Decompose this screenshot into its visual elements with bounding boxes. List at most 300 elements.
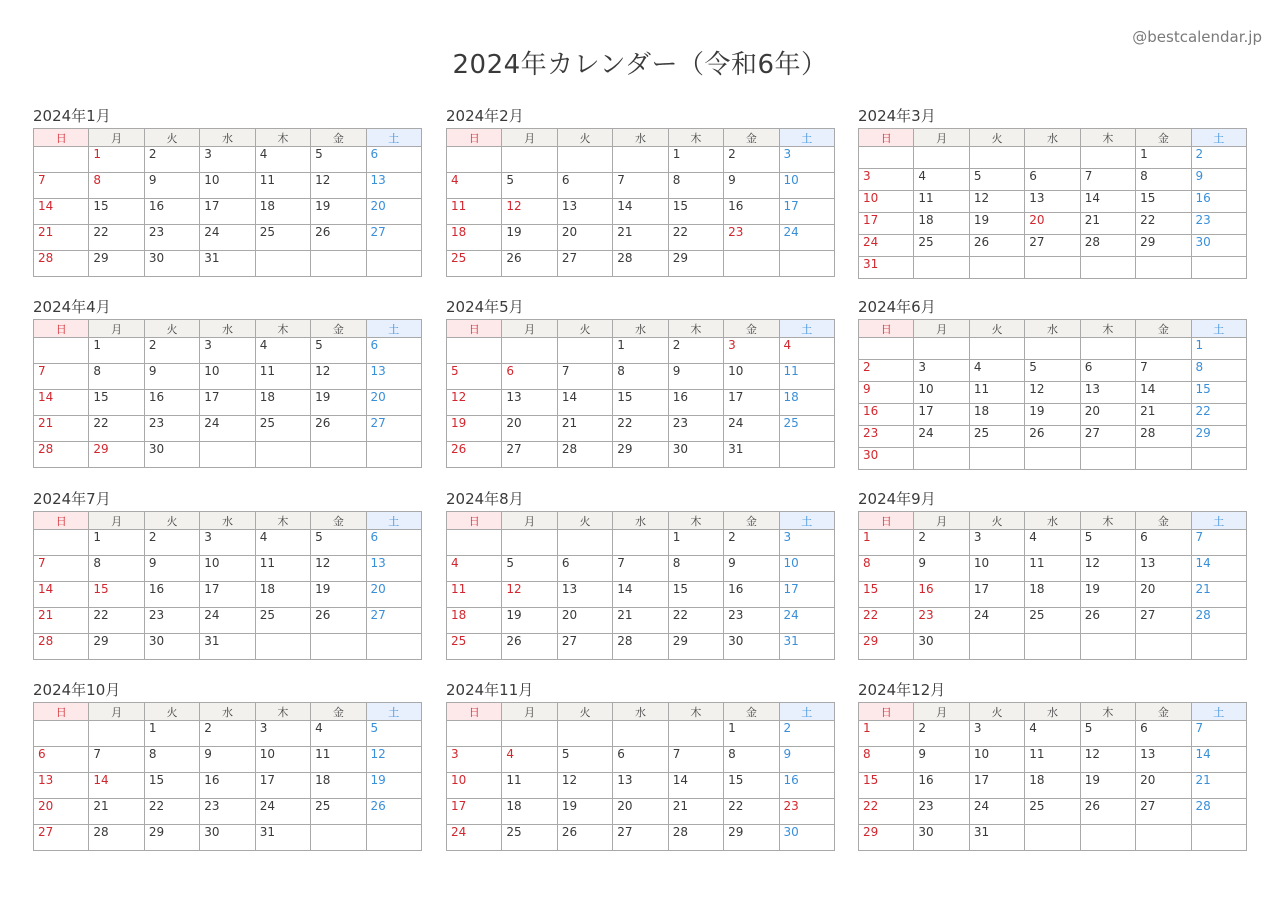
day-cell[interactable]: 10: [200, 173, 255, 199]
day-cell[interactable]: 19: [557, 799, 612, 825]
day-cell[interactable]: 9: [724, 556, 779, 582]
day-cell[interactable]: 23: [914, 799, 969, 825]
day-cell[interactable]: 6: [366, 338, 421, 364]
day-cell[interactable]: 19: [1025, 404, 1080, 426]
day-cell[interactable]: 6: [1025, 169, 1080, 191]
day-cell[interactable]: 27: [366, 225, 421, 251]
day-cell[interactable]: 8: [89, 364, 144, 390]
day-cell[interactable]: 22: [144, 799, 199, 825]
day-cell[interactable]: 26: [1080, 799, 1135, 825]
day-cell[interactable]: 11: [447, 582, 502, 608]
day-cell[interactable]: 2: [914, 530, 969, 556]
day-cell[interactable]: 11: [779, 364, 834, 390]
day-cell[interactable]: 6: [1080, 360, 1135, 382]
day-cell[interactable]: 27: [557, 251, 612, 277]
day-cell[interactable]: 25: [255, 225, 310, 251]
day-cell[interactable]: 30: [1191, 235, 1246, 257]
day-cell[interactable]: 9: [200, 747, 255, 773]
day-cell[interactable]: 15: [668, 199, 723, 225]
day-cell[interactable]: 19: [366, 773, 421, 799]
day-cell[interactable]: 30: [200, 825, 255, 851]
day-cell[interactable]: 9: [859, 382, 914, 404]
day-cell[interactable]: 17: [447, 799, 502, 825]
day-cell[interactable]: 1: [144, 721, 199, 747]
day-cell[interactable]: 26: [366, 799, 421, 825]
day-cell[interactable]: 1: [859, 530, 914, 556]
day-cell[interactable]: 29: [144, 825, 199, 851]
day-cell[interactable]: 2: [144, 530, 199, 556]
day-cell[interactable]: 4: [255, 338, 310, 364]
day-cell[interactable]: 29: [89, 251, 144, 277]
day-cell[interactable]: 13: [1136, 556, 1191, 582]
day-cell[interactable]: 8: [1136, 169, 1191, 191]
day-cell[interactable]: 23: [200, 799, 255, 825]
day-cell[interactable]: 23: [724, 608, 779, 634]
day-cell[interactable]: 15: [1191, 382, 1246, 404]
day-cell[interactable]: 4: [1025, 530, 1080, 556]
day-cell[interactable]: 30: [144, 251, 199, 277]
day-cell[interactable]: 14: [1191, 556, 1246, 582]
day-cell[interactable]: 21: [34, 416, 89, 442]
day-cell[interactable]: 23: [1191, 213, 1246, 235]
day-cell[interactable]: 12: [1080, 556, 1135, 582]
day-cell[interactable]: 9: [724, 173, 779, 199]
day-cell[interactable]: 29: [668, 634, 723, 660]
day-cell[interactable]: 4: [447, 556, 502, 582]
day-cell[interactable]: 11: [969, 382, 1024, 404]
day-cell[interactable]: 15: [859, 582, 914, 608]
day-cell[interactable]: 15: [859, 773, 914, 799]
day-cell[interactable]: 10: [914, 382, 969, 404]
day-cell[interactable]: 14: [34, 199, 89, 225]
day-cell[interactable]: 4: [447, 173, 502, 199]
day-cell[interactable]: 24: [779, 225, 834, 251]
day-cell[interactable]: 25: [969, 426, 1024, 448]
day-cell[interactable]: 26: [1080, 608, 1135, 634]
day-cell[interactable]: 18: [447, 225, 502, 251]
day-cell[interactable]: 19: [502, 608, 557, 634]
day-cell[interactable]: 6: [366, 147, 421, 173]
day-cell[interactable]: 6: [502, 364, 557, 390]
day-cell[interactable]: 15: [89, 582, 144, 608]
day-cell[interactable]: 3: [200, 338, 255, 364]
day-cell[interactable]: 22: [1136, 213, 1191, 235]
day-cell[interactable]: 16: [914, 582, 969, 608]
day-cell[interactable]: 9: [1191, 169, 1246, 191]
day-cell[interactable]: 8: [859, 556, 914, 582]
day-cell[interactable]: 20: [1136, 773, 1191, 799]
day-cell[interactable]: 20: [366, 199, 421, 225]
day-cell[interactable]: 6: [557, 173, 612, 199]
day-cell[interactable]: 13: [366, 364, 421, 390]
day-cell[interactable]: 18: [1025, 773, 1080, 799]
day-cell[interactable]: 7: [668, 747, 723, 773]
day-cell[interactable]: 17: [200, 199, 255, 225]
day-cell[interactable]: 19: [311, 199, 366, 225]
day-cell[interactable]: 18: [914, 213, 969, 235]
day-cell[interactable]: 31: [724, 442, 779, 468]
day-cell[interactable]: 8: [613, 364, 668, 390]
day-cell[interactable]: 7: [557, 364, 612, 390]
day-cell[interactable]: 29: [859, 634, 914, 660]
day-cell[interactable]: 2: [200, 721, 255, 747]
day-cell[interactable]: 26: [1025, 426, 1080, 448]
day-cell[interactable]: 1: [89, 530, 144, 556]
day-cell[interactable]: 23: [724, 225, 779, 251]
day-cell[interactable]: 14: [1191, 747, 1246, 773]
day-cell[interactable]: 27: [34, 825, 89, 851]
day-cell[interactable]: 8: [668, 173, 723, 199]
day-cell[interactable]: 26: [311, 225, 366, 251]
day-cell[interactable]: 25: [1025, 799, 1080, 825]
day-cell[interactable]: 16: [144, 199, 199, 225]
day-cell[interactable]: 26: [311, 608, 366, 634]
day-cell[interactable]: 3: [200, 147, 255, 173]
day-cell[interactable]: 16: [1191, 191, 1246, 213]
day-cell[interactable]: 3: [779, 530, 834, 556]
day-cell[interactable]: 4: [1025, 721, 1080, 747]
day-cell[interactable]: 26: [311, 416, 366, 442]
day-cell[interactable]: 26: [502, 634, 557, 660]
day-cell[interactable]: 21: [1191, 773, 1246, 799]
day-cell[interactable]: 5: [557, 747, 612, 773]
day-cell[interactable]: 26: [969, 235, 1024, 257]
day-cell[interactable]: 28: [1080, 235, 1135, 257]
day-cell[interactable]: 28: [613, 634, 668, 660]
day-cell[interactable]: 19: [311, 582, 366, 608]
day-cell[interactable]: 27: [1136, 799, 1191, 825]
day-cell[interactable]: 20: [1080, 404, 1135, 426]
day-cell[interactable]: 19: [1080, 582, 1135, 608]
day-cell[interactable]: 6: [366, 530, 421, 556]
day-cell[interactable]: 13: [1080, 382, 1135, 404]
day-cell[interactable]: 8: [724, 747, 779, 773]
day-cell[interactable]: 8: [144, 747, 199, 773]
day-cell[interactable]: 5: [502, 173, 557, 199]
day-cell[interactable]: 5: [447, 364, 502, 390]
day-cell[interactable]: 15: [613, 390, 668, 416]
day-cell[interactable]: 24: [779, 608, 834, 634]
day-cell[interactable]: 10: [859, 191, 914, 213]
day-cell[interactable]: 14: [668, 773, 723, 799]
day-cell[interactable]: 30: [914, 825, 969, 851]
day-cell[interactable]: 7: [613, 556, 668, 582]
day-cell[interactable]: 13: [502, 390, 557, 416]
day-cell[interactable]: 27: [502, 442, 557, 468]
day-cell[interactable]: 24: [200, 225, 255, 251]
day-cell[interactable]: 3: [969, 721, 1024, 747]
day-cell[interactable]: 6: [1136, 721, 1191, 747]
day-cell[interactable]: 11: [447, 199, 502, 225]
day-cell[interactable]: 19: [969, 213, 1024, 235]
day-cell[interactable]: 21: [613, 225, 668, 251]
day-cell[interactable]: 1: [89, 147, 144, 173]
day-cell[interactable]: 20: [366, 390, 421, 416]
day-cell[interactable]: 29: [668, 251, 723, 277]
day-cell[interactable]: 18: [447, 608, 502, 634]
day-cell[interactable]: 25: [311, 799, 366, 825]
day-cell[interactable]: 25: [255, 416, 310, 442]
day-cell[interactable]: 2: [859, 360, 914, 382]
day-cell[interactable]: 31: [200, 251, 255, 277]
day-cell[interactable]: 14: [1080, 191, 1135, 213]
day-cell[interactable]: 4: [255, 530, 310, 556]
day-cell[interactable]: 20: [1136, 582, 1191, 608]
day-cell[interactable]: 12: [1025, 382, 1080, 404]
day-cell[interactable]: 31: [200, 634, 255, 660]
day-cell[interactable]: 20: [613, 799, 668, 825]
day-cell[interactable]: 1: [613, 338, 668, 364]
day-cell[interactable]: 10: [779, 173, 834, 199]
day-cell[interactable]: 7: [1191, 721, 1246, 747]
day-cell[interactable]: 24: [969, 608, 1024, 634]
day-cell[interactable]: 28: [89, 825, 144, 851]
day-cell[interactable]: 12: [447, 390, 502, 416]
day-cell[interactable]: 9: [914, 556, 969, 582]
day-cell[interactable]: 30: [859, 448, 914, 470]
day-cell[interactable]: 5: [502, 556, 557, 582]
day-cell[interactable]: 29: [724, 825, 779, 851]
day-cell[interactable]: 10: [724, 364, 779, 390]
day-cell[interactable]: 11: [914, 191, 969, 213]
day-cell[interactable]: 18: [969, 404, 1024, 426]
day-cell[interactable]: 23: [859, 426, 914, 448]
day-cell[interactable]: 13: [557, 199, 612, 225]
day-cell[interactable]: 13: [366, 173, 421, 199]
day-cell[interactable]: 7: [34, 556, 89, 582]
day-cell[interactable]: 21: [34, 608, 89, 634]
day-cell[interactable]: 17: [200, 390, 255, 416]
day-cell[interactable]: 1: [668, 147, 723, 173]
day-cell[interactable]: 1: [1191, 338, 1246, 360]
day-cell[interactable]: 29: [89, 634, 144, 660]
day-cell[interactable]: 23: [914, 608, 969, 634]
day-cell[interactable]: 2: [1191, 147, 1246, 169]
day-cell[interactable]: 5: [1080, 721, 1135, 747]
day-cell[interactable]: 27: [1136, 608, 1191, 634]
day-cell[interactable]: 31: [255, 825, 310, 851]
day-cell[interactable]: 20: [34, 799, 89, 825]
day-cell[interactable]: 23: [144, 608, 199, 634]
day-cell[interactable]: 17: [779, 199, 834, 225]
day-cell[interactable]: 9: [914, 747, 969, 773]
day-cell[interactable]: 16: [144, 582, 199, 608]
day-cell[interactable]: 6: [613, 747, 668, 773]
day-cell[interactable]: 28: [1191, 608, 1246, 634]
day-cell[interactable]: 9: [779, 747, 834, 773]
day-cell[interactable]: 24: [200, 416, 255, 442]
day-cell[interactable]: 16: [724, 199, 779, 225]
day-cell[interactable]: 10: [200, 556, 255, 582]
day-cell[interactable]: 10: [969, 556, 1024, 582]
day-cell[interactable]: 21: [89, 799, 144, 825]
day-cell[interactable]: 16: [859, 404, 914, 426]
day-cell[interactable]: 21: [1080, 213, 1135, 235]
day-cell[interactable]: 21: [1191, 582, 1246, 608]
day-cell[interactable]: 28: [557, 442, 612, 468]
day-cell[interactable]: 4: [779, 338, 834, 364]
day-cell[interactable]: 17: [859, 213, 914, 235]
day-cell[interactable]: 4: [502, 747, 557, 773]
day-cell[interactable]: 7: [34, 364, 89, 390]
day-cell[interactable]: 22: [859, 799, 914, 825]
day-cell[interactable]: 5: [311, 530, 366, 556]
day-cell[interactable]: 6: [1136, 530, 1191, 556]
day-cell[interactable]: 13: [613, 773, 668, 799]
day-cell[interactable]: 30: [668, 442, 723, 468]
day-cell[interactable]: 5: [311, 147, 366, 173]
day-cell[interactable]: 12: [502, 582, 557, 608]
day-cell[interactable]: 8: [1191, 360, 1246, 382]
day-cell[interactable]: 4: [311, 721, 366, 747]
day-cell[interactable]: 22: [89, 608, 144, 634]
day-cell[interactable]: 22: [89, 416, 144, 442]
day-cell[interactable]: 30: [144, 634, 199, 660]
day-cell[interactable]: 3: [859, 169, 914, 191]
day-cell[interactable]: 28: [1191, 799, 1246, 825]
day-cell[interactable]: 21: [557, 416, 612, 442]
day-cell[interactable]: 15: [724, 773, 779, 799]
day-cell[interactable]: 31: [969, 825, 1024, 851]
day-cell[interactable]: 11: [1025, 556, 1080, 582]
day-cell[interactable]: 14: [34, 582, 89, 608]
day-cell[interactable]: 20: [557, 225, 612, 251]
day-cell[interactable]: 27: [366, 608, 421, 634]
day-cell[interactable]: 8: [89, 556, 144, 582]
day-cell[interactable]: 19: [1080, 773, 1135, 799]
day-cell[interactable]: 1: [1136, 147, 1191, 169]
day-cell[interactable]: 15: [144, 773, 199, 799]
day-cell[interactable]: 3: [914, 360, 969, 382]
day-cell[interactable]: 24: [447, 825, 502, 851]
day-cell[interactable]: 5: [969, 169, 1024, 191]
day-cell[interactable]: 17: [969, 773, 1024, 799]
day-cell[interactable]: 23: [144, 416, 199, 442]
day-cell[interactable]: 29: [89, 442, 144, 468]
day-cell[interactable]: 1: [668, 530, 723, 556]
day-cell[interactable]: 26: [557, 825, 612, 851]
day-cell[interactable]: 25: [447, 251, 502, 277]
day-cell[interactable]: 28: [1136, 426, 1191, 448]
day-cell[interactable]: 30: [724, 634, 779, 660]
day-cell[interactable]: 21: [34, 225, 89, 251]
day-cell[interactable]: 16: [200, 773, 255, 799]
day-cell[interactable]: 22: [724, 799, 779, 825]
day-cell[interactable]: 30: [144, 442, 199, 468]
day-cell[interactable]: 24: [255, 799, 310, 825]
day-cell[interactable]: 14: [34, 390, 89, 416]
day-cell[interactable]: 17: [779, 582, 834, 608]
day-cell[interactable]: 12: [557, 773, 612, 799]
day-cell[interactable]: 18: [255, 390, 310, 416]
day-cell[interactable]: 16: [914, 773, 969, 799]
day-cell[interactable]: 29: [1191, 426, 1246, 448]
day-cell[interactable]: 18: [255, 199, 310, 225]
day-cell[interactable]: 12: [311, 556, 366, 582]
day-cell[interactable]: 12: [1080, 747, 1135, 773]
day-cell[interactable]: 23: [144, 225, 199, 251]
day-cell[interactable]: 9: [144, 173, 199, 199]
day-cell[interactable]: 7: [1136, 360, 1191, 382]
day-cell[interactable]: 7: [613, 173, 668, 199]
day-cell[interactable]: 7: [1080, 169, 1135, 191]
day-cell[interactable]: 2: [724, 147, 779, 173]
day-cell[interactable]: 25: [255, 608, 310, 634]
day-cell[interactable]: 27: [366, 416, 421, 442]
day-cell[interactable]: 20: [366, 582, 421, 608]
day-cell[interactable]: 10: [255, 747, 310, 773]
day-cell[interactable]: 14: [1136, 382, 1191, 404]
day-cell[interactable]: 12: [969, 191, 1024, 213]
day-cell[interactable]: 29: [1136, 235, 1191, 257]
day-cell[interactable]: 14: [89, 773, 144, 799]
day-cell[interactable]: 19: [447, 416, 502, 442]
day-cell[interactable]: 12: [502, 199, 557, 225]
day-cell[interactable]: 13: [1025, 191, 1080, 213]
day-cell[interactable]: 12: [366, 747, 421, 773]
day-cell[interactable]: 17: [969, 582, 1024, 608]
day-cell[interactable]: 26: [502, 251, 557, 277]
day-cell[interactable]: 16: [668, 390, 723, 416]
day-cell[interactable]: 30: [914, 634, 969, 660]
day-cell[interactable]: 5: [1025, 360, 1080, 382]
day-cell[interactable]: 16: [779, 773, 834, 799]
day-cell[interactable]: 16: [144, 390, 199, 416]
day-cell[interactable]: 25: [914, 235, 969, 257]
day-cell[interactable]: 20: [557, 608, 612, 634]
day-cell[interactable]: 25: [779, 416, 834, 442]
day-cell[interactable]: 24: [969, 799, 1024, 825]
day-cell[interactable]: 12: [311, 173, 366, 199]
day-cell[interactable]: 3: [255, 721, 310, 747]
day-cell[interactable]: 8: [89, 173, 144, 199]
day-cell[interactable]: 16: [724, 582, 779, 608]
day-cell[interactable]: 23: [668, 416, 723, 442]
day-cell[interactable]: 23: [779, 799, 834, 825]
day-cell[interactable]: 2: [668, 338, 723, 364]
day-cell[interactable]: 28: [34, 634, 89, 660]
day-cell[interactable]: 28: [668, 825, 723, 851]
day-cell[interactable]: 2: [914, 721, 969, 747]
day-cell[interactable]: 21: [1136, 404, 1191, 426]
day-cell[interactable]: 10: [200, 364, 255, 390]
day-cell[interactable]: 3: [969, 530, 1024, 556]
day-cell[interactable]: 7: [89, 747, 144, 773]
day-cell[interactable]: 10: [779, 556, 834, 582]
day-cell[interactable]: 13: [1136, 747, 1191, 773]
day-cell[interactable]: 2: [779, 721, 834, 747]
day-cell[interactable]: 11: [255, 173, 310, 199]
day-cell[interactable]: 3: [447, 747, 502, 773]
day-cell[interactable]: 9: [144, 364, 199, 390]
day-cell[interactable]: 13: [34, 773, 89, 799]
day-cell[interactable]: 22: [1191, 404, 1246, 426]
day-cell[interactable]: 1: [724, 721, 779, 747]
day-cell[interactable]: 14: [613, 199, 668, 225]
day-cell[interactable]: 11: [1025, 747, 1080, 773]
day-cell[interactable]: 2: [144, 338, 199, 364]
day-cell[interactable]: 9: [668, 364, 723, 390]
day-cell[interactable]: 11: [502, 773, 557, 799]
day-cell[interactable]: 17: [200, 582, 255, 608]
day-cell[interactable]: 20: [502, 416, 557, 442]
day-cell[interactable]: 7: [1191, 530, 1246, 556]
day-cell[interactable]: 15: [1136, 191, 1191, 213]
day-cell[interactable]: 10: [969, 747, 1024, 773]
day-cell[interactable]: 18: [779, 390, 834, 416]
day-cell[interactable]: 25: [1025, 608, 1080, 634]
day-cell[interactable]: 13: [366, 556, 421, 582]
